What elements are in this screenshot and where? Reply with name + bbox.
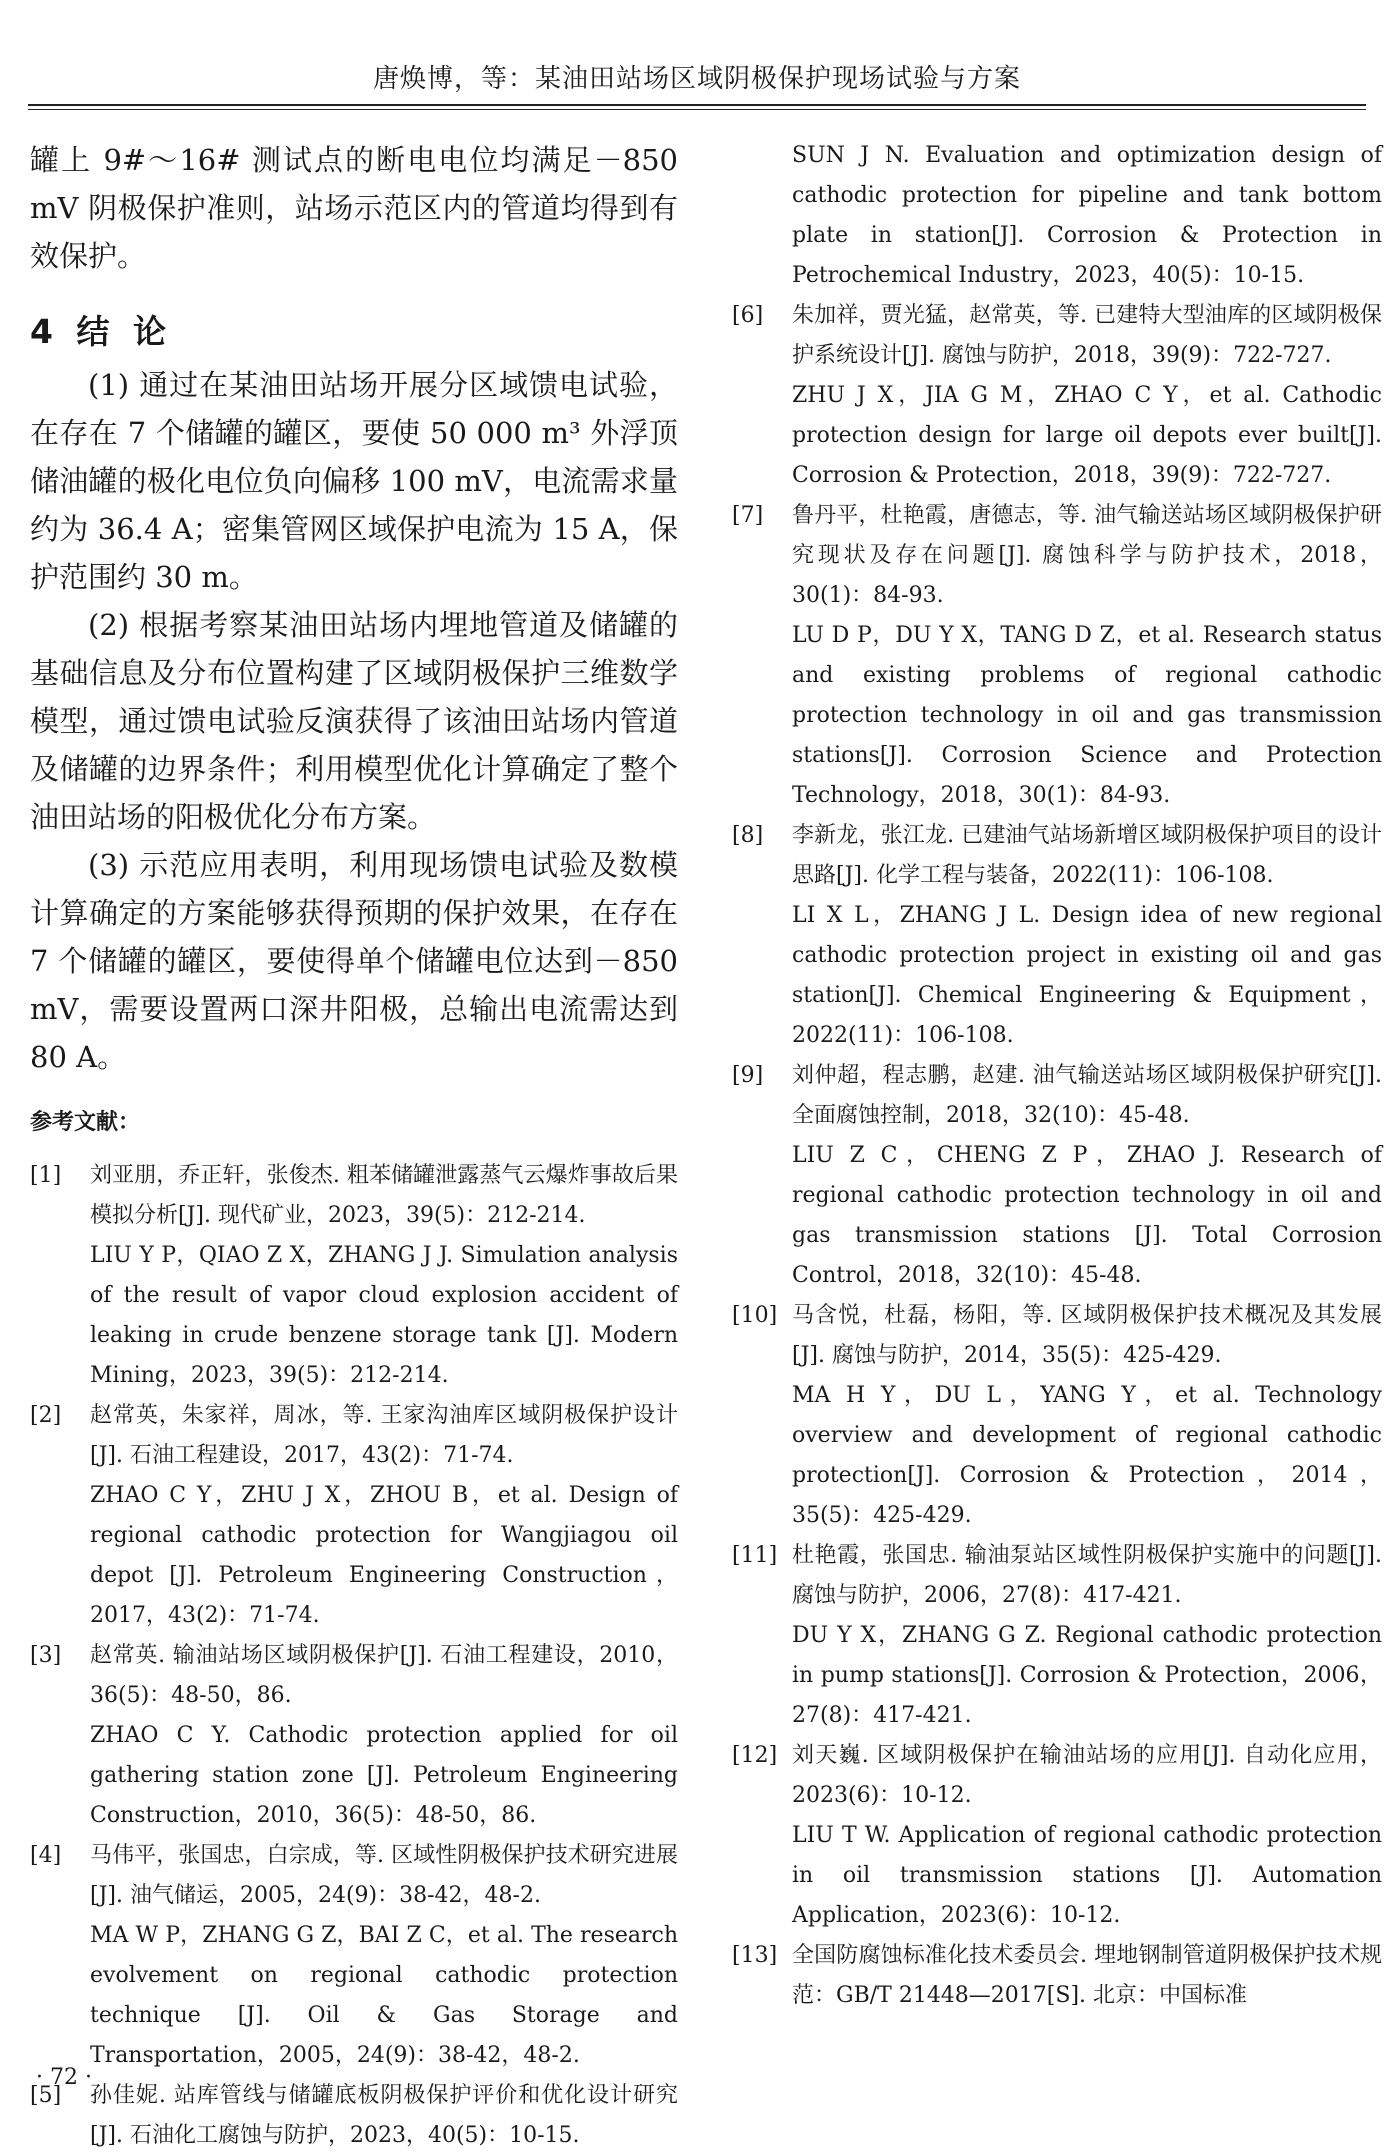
reference-zh: 赵常英，朱家祥，周冰，等. 王家沟油库区域阴极保护设计[J]. 石油工程建设，2017，43(2)：71-74. xyxy=(90,1403,678,1468)
reference-en: DU Y X，ZHANG G Z. Regional cathodic protection in pump stations[J]. Corrosion & Protection，2006，27(8)：417-421. xyxy=(792,1623,1382,1728)
reference-en: LU D P，DU Y X，TANG D Z，et al. Research status and existing problems of regional cathodic protection technology in oil and gas transmission stations[J]. Corrosion Science and Protection Technology，2018，30(1)：84-93. xyxy=(792,623,1382,808)
reference-number: [11] xyxy=(732,1543,778,1568)
reference-number: [6] xyxy=(732,303,764,328)
reference-zh: 杜艳霞，张国忠. 输油泵站区域性阴极保护实施中的问题[J]. 腐蚀与防护，2006，27(8)：417-421. xyxy=(792,1543,1382,1608)
reference-number: [13] xyxy=(732,1943,778,1968)
reference-en: ZHAO C Y，ZHU J X，ZHOU B，et al. Design of regional cathodic protection for Wangjiagou oil depot [J]. Petroleum Engineering Construction，2017，43(2)：71-74. xyxy=(90,1483,678,1628)
left-column xyxy=(30,136,678,2156)
reference-en: LI X L，ZHANG J L. Design idea of new regional cathodic protection project in existing oil and gas station[J]. Chemical Engineering & Equipment，2022(11)：106-108. xyxy=(792,903,1382,1048)
references-heading: 参考文献： xyxy=(30,1110,141,1135)
reference-number: [9] xyxy=(732,1063,764,1088)
reference-zh: 李新龙，张江龙. 已建油气站场新增区域阴极保护项目的设计思路[J]. 化学工程与装备，2022(11)：106-108. xyxy=(792,823,1382,888)
reference-en: MA W P，ZHANG G Z，BAI Z C，et al. The research evolvement on regional cathodic protection technique [J]. Oil & Gas Storage and Transportation，2005，24(9)：38-42，48-2. xyxy=(90,1923,678,2068)
header-rule xyxy=(28,104,1366,106)
reference-zh: 刘仲超，程志鹏，赵建. 油气输送站场区域阴极保护研究[J]. 全面腐蚀控制，2018，32(10)：45-48. xyxy=(792,1063,1382,1128)
section-title: 4 结 论 xyxy=(30,312,172,351)
reference-zh: 马伟平，张国忠，白宗成，等. 区域性阴极保护技术研究进展[J]. 油气储运，2005，24(9)：38-42，48-2. xyxy=(90,1843,678,1908)
reference-en: LIU Z C，CHENG Z P，ZHAO J. Research of regional cathodic protection technology in oil and gas transmission stations [J]. Total Corrosion Control，2018，32(10)：45-48. xyxy=(792,1143,1382,1288)
reference-zh: 马含悦，杜磊，杨阳，等. 区域阴极保护技术概况及其发展[J]. 腐蚀与防护，2014，35(5)：425-429. xyxy=(792,1303,1382,1368)
reference-number: [4] xyxy=(30,1843,62,1868)
reference-item xyxy=(30,2076,678,2156)
reference-item xyxy=(732,1056,1382,1296)
running-header: 唐焕博，等：某油田站场区域阴极保护现场试验与方案 xyxy=(372,64,1021,94)
reference-number: [10] xyxy=(732,1303,778,1328)
reference-zh: 孙佳妮. 站库管线与储罐底板阴极保护评价和优化设计研究[J]. 石油化工腐蚀与防护，2023，40(5)：10-15. xyxy=(90,2083,678,2148)
reference-item xyxy=(732,1296,1382,1536)
reference-number: [2] xyxy=(30,1403,62,1428)
reference-item xyxy=(732,816,1382,1056)
reference-zh: 全国防腐蚀标准化技术委员会. 埋地钢制管道阴极保护技术规范：GB/T 21448—2017[S]. 北京：中国标准 xyxy=(792,1943,1382,2008)
reference-en: LIU T W. Application of regional cathodic protection in oil transmission stations [J]. Automation Application，2023(6)：10-12. xyxy=(792,1823,1382,1928)
reference-zh: 朱加祥，贾光猛，赵常英，等. 已建特大型油库的区域阴极保护系统设计[J]. 腐蚀与防护，2018，39(9)：722-727. xyxy=(792,303,1382,368)
reference-item xyxy=(732,1936,1382,2016)
reference-item xyxy=(732,496,1382,816)
conclusion-2: (2) 根据考察某油田站场内埋地管道及储罐的基础信息及分布位置构建了区域阴极保护三维数学模型，通过馈电试验反演获得了该油田站场内管道及储罐的边界条件；利用模型优化计算确定了整个油田站场的阳极优化分布方案。 xyxy=(30,608,678,834)
page-number: · 72 · xyxy=(36,2065,92,2090)
reference-zh: 赵常英. 输油站场区域阴极保护[J]. 石油工程建设，2010，36(5)：48-50，86. xyxy=(90,1643,678,1708)
reference-item xyxy=(732,296,1382,496)
conclusion-1: (1) 通过在某油田站场开展分区域馈电试验，在存在 7 个储罐的罐区，要使 50 000 m³ 外浮顶储油罐的极化电位负向偏移 100 mV，电流需求量约为 36.4 A；密集管网区域保护电流为 15 A，保护范围约 30 m。 xyxy=(30,368,678,594)
reference-number: [7] xyxy=(732,503,764,528)
reference-en: ZHU J X，JIA G M，ZHAO C Y，et al. Cathodic protection design for large oil depots ever built[J]. Corrosion & Protection，2018，39(9)：722-727. xyxy=(792,383,1382,488)
reference-number: [5] xyxy=(30,2083,62,2108)
reference-zh: 鲁丹平，杜艳霞，唐德志，等. 油气输送站场区域阴极保护研究现状及存在问题[J]. 腐蚀科学与防护技术，2018，30(1)：84-93. xyxy=(792,503,1382,608)
reference-en: MA H Y，DU L，YANG Y，et al. Technology overview and development of regional cathodic protection[J]. Corrosion & Protection，2014，35(5)：425-429. xyxy=(792,1383,1382,1528)
reference-item xyxy=(30,1636,678,1836)
reference-en: LIU Y P，QIAO Z X，ZHANG J J. Simulation analysis of the result of vapor cloud explosion accident of leaking in crude benzene storage tank [J]. Modern Mining，2023，39(5)：212-214. xyxy=(90,1243,678,1388)
reference-number: [12] xyxy=(732,1743,778,1768)
reference-en-continued: SUN J N. Evaluation and optimization design of cathodic protection for pipeline and tank bottom plate in station[J]. Corrosion & Protection in Petrochemical Industry，2023，40(5)：10-15. xyxy=(792,143,1382,288)
reference-item xyxy=(30,1396,678,1636)
right-column xyxy=(732,136,1382,2016)
reference-en: ZHAO C Y. Cathodic protection applied for oil gathering station zone [J]. Petroleum Engineering Construction，2010，36(5)：48-50，86. xyxy=(90,1723,678,1828)
reference-item xyxy=(732,1736,1382,1936)
reference-zh: 刘天巍. 区域阴极保护在输油站场的应用[J]. 自动化应用，2023(6)：10-12. xyxy=(792,1743,1382,1808)
intro-paragraph: 罐上 9#～16# 测试点的断电电位均满足－850 mV 阴极保护准则，站场示范区内的管道均得到有效保护。 xyxy=(30,143,678,273)
reference-zh: 刘亚朋，乔正轩，张俊杰. 粗苯储罐泄露蒸气云爆炸事故后果模拟分析[J]. 现代矿业，2023，39(5)：212-214. xyxy=(90,1163,678,1228)
reference-item xyxy=(30,1156,678,1396)
conclusion-3: (3) 示范应用表明，利用现场馈电试验及数模计算确定的方案能够获得预期的保护效果，在存在 7 个储罐的罐区，要使得单个储罐电位达到－850 mV，需要设置两口深井阳极，总输出电流需达到 80 A。 xyxy=(30,848,678,1074)
reference-number: [1] xyxy=(30,1163,62,1188)
header-rule-thin xyxy=(28,109,1366,110)
reference-item xyxy=(30,1836,678,2076)
reference-item xyxy=(732,1536,1382,1736)
reference-number: [3] xyxy=(30,1643,62,1668)
reference-number: [8] xyxy=(732,823,764,848)
